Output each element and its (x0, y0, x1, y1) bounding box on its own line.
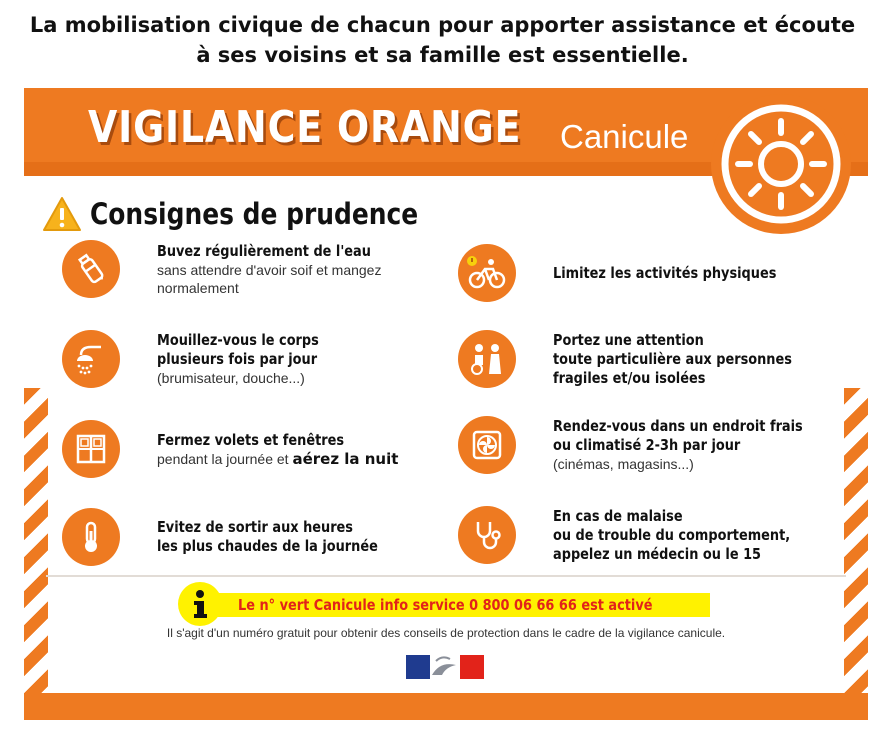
advice-normal: (brumisateur, douche...) (157, 370, 305, 386)
advice-item-doctor (458, 506, 829, 564)
advice-text (157, 242, 406, 297)
poster-footer-bar (24, 693, 868, 720)
advice-bold: fragiles et/ou isolées (553, 368, 706, 387)
divider (46, 575, 846, 577)
advice-bold: appelez un médecin ou le 15 (553, 544, 762, 563)
advice-bold: ou de trouble du comportement, (553, 525, 791, 544)
advice-bold: toute particulière aux personnes (553, 349, 792, 368)
thermometer-icon (62, 508, 120, 566)
water-bottle-icon (62, 240, 120, 298)
advice-bold: En cas de malaise (553, 506, 683, 525)
advice-text (553, 264, 813, 283)
advice-bold: Mouillez-vous le corps (157, 331, 319, 349)
advice-bold: Fermez volets et fenêtres (157, 430, 345, 449)
vigilance-poster (24, 88, 868, 720)
advice-normal: sans attendre d'avoir soif et mangez (157, 261, 382, 278)
advice-normal (157, 450, 398, 468)
advice-normal: normalement (157, 279, 239, 296)
advice-item-shutters (62, 420, 398, 478)
advice-item-activity (458, 244, 813, 302)
advice-item-drink (62, 240, 406, 298)
poster-subtitle: Canicule (560, 118, 689, 155)
advice-bold: Evitez de sortir aux heures (157, 518, 353, 536)
advice-bold: les plus chaudes de la journée (157, 537, 378, 555)
advice-bold: Rendez-vous dans un endroit frais (553, 417, 803, 435)
shower-icon (62, 330, 120, 388)
advice-bold: ou climatisé 2-3h par jour (553, 436, 741, 454)
page-heading (0, 10, 885, 70)
advice-bold-inline: aérez la nuit (292, 449, 399, 468)
advice-item-vulnerable (458, 330, 831, 388)
sun-badge (711, 94, 851, 234)
advice-text (157, 431, 398, 468)
cyclist-icon (458, 244, 516, 302)
info-icon (178, 582, 222, 626)
advice-text (553, 417, 843, 473)
section-title: Consignes de prudence (90, 197, 419, 231)
advice-normal: (cinémas, magasins...) (553, 456, 694, 472)
advice-bold: plusieurs fois par jour (157, 350, 318, 368)
warning-icon (42, 196, 82, 232)
advice-bold: Portez une attention (553, 330, 704, 349)
advice-item-heat-hours (62, 508, 414, 566)
fan-icon (458, 416, 516, 474)
advice-bold: Buvez régulièrement de l'eau (157, 241, 371, 260)
republique-francaise-logo (402, 651, 488, 683)
hazard-stripes-right (844, 388, 868, 720)
advice-item-cool-place (458, 416, 843, 474)
hotline-note: Il s'agit d'un numéro gratuit pour obtenir des conseils de protection dans le cadre de la vigilance canicule. (166, 626, 726, 640)
advice-text (157, 331, 345, 387)
advice-text (157, 518, 414, 556)
hazard-stripes-left (24, 388, 48, 720)
poster-title: VIGILANCE ORANGE (88, 102, 522, 153)
advice-text (553, 507, 829, 564)
section-heading (42, 196, 472, 232)
advice-item-shower (62, 330, 345, 388)
heading-line-1: La mobilisation civique de chacun pour apporter assistance et écoute (29, 13, 856, 37)
sun-icon (721, 104, 841, 224)
heading-line-2: à ses voisins et sa famille est essentielle. (196, 43, 689, 67)
advice-normal-part: pendant la journée et (157, 450, 289, 467)
stethoscope-icon (458, 506, 516, 564)
hotline-text: Le n° vert Canicule info service 0 800 06 66 66 est activé (238, 596, 653, 614)
advice-bold: Limitez les activités physiques (553, 263, 777, 282)
elderly-people-icon (458, 330, 516, 388)
window-icon (62, 420, 120, 478)
advice-text (553, 331, 831, 388)
